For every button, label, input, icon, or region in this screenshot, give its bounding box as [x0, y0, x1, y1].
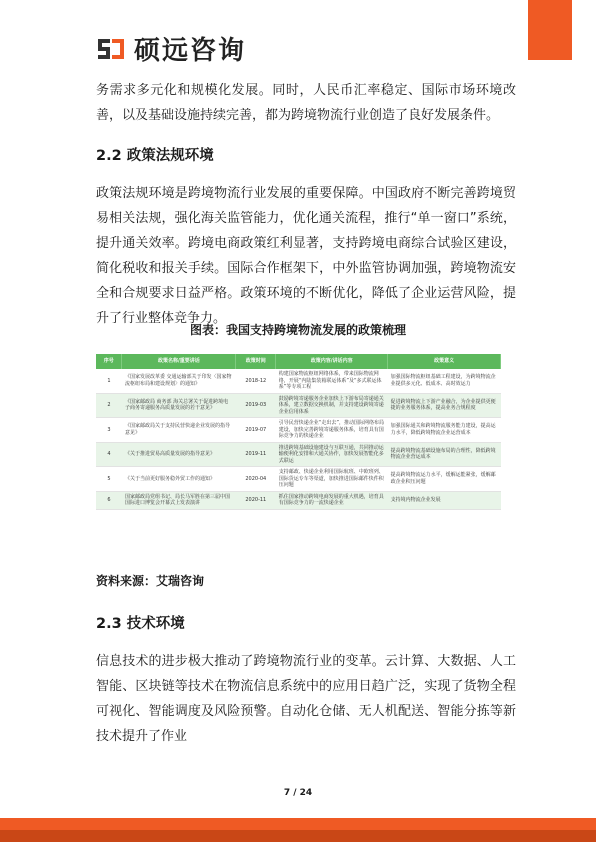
table-cell: 推进跨境基础设施建设与互联互通，共同推动运输便利化安排和大通关协作，加快发展智能化多式联运 [276, 442, 388, 467]
intro-paragraph: 务需求多元化和规模化发展。同时，人民币汇率稳定、国际市场环境改善，以及基础设施持续完善，都为跨境物流行业创造了良好发展条件。 [96, 83, 516, 123]
policy-table-header-row [96, 354, 501, 369]
header-cell: 政策时间 [236, 354, 276, 369]
table-cell: 《关于当前更好服务稳外贸工作的通知》 [122, 467, 236, 492]
section-2-2-heading: 2.2 政策法规环境 [96, 148, 214, 164]
table-row [96, 369, 501, 393]
company-logo-icon [96, 37, 126, 61]
table-cell: 4 [96, 442, 122, 467]
table-cell: 2019-11 [236, 442, 276, 467]
table-row [96, 442, 501, 467]
section-2-3-heading: 2.3 技术环境 [96, 616, 185, 632]
corner-accent-block [528, 0, 572, 60]
table-cell: 引导民营快递企业“走出去”，推动国际网络布局建设，加快完善跨境寄递服务体系，培育具有国际竞争力的快递企业 [276, 418, 388, 443]
table-cell: 加强国际通关和跨境物流服务能力建设，提高运力水平，降低跨境物流企业运营成本 [388, 418, 501, 443]
table-cell: 2020-11 [236, 491, 276, 509]
table-row [96, 418, 501, 443]
header-cell: 序号 [96, 354, 122, 369]
figure-caption: 图表：我国支持跨境物流发展的政策梳理 [189, 323, 406, 337]
table-cell: 支持境内物流企业发展 [388, 491, 501, 509]
table-cell: 促进跨境物流上下游产业融合，为企业提供更便捷的业务服务体系，提高业务合规程度 [388, 393, 501, 418]
header-cell: 政策内容/讲话内容 [276, 354, 388, 369]
header-cell: 政策意义 [388, 354, 501, 369]
table-row [96, 393, 501, 418]
table-cell: 提高跨境物流运力水平，缓解运能紧张，缓解邮政企业积压问题 [388, 467, 501, 492]
page-number: 7 / 24 [283, 788, 313, 798]
table-cell: 《国家发展改革委 交通运输部关于印发〈国家物流枢纽布局和建设规划〉的通知》 [122, 369, 236, 393]
table-row [96, 491, 501, 509]
company-logo [96, 30, 246, 67]
policy-table [96, 354, 501, 510]
table-cell: 2018-12 [236, 369, 276, 393]
table-cell: 2019-07 [236, 418, 276, 443]
table-cell: 1 [96, 369, 122, 393]
table-cell: 《国家邮政局 商务部 海关总署关于促进跨境电子商务寄递服务高质量发展的若干意见》 [122, 393, 236, 418]
logo-text: 硕远咨询 [134, 36, 247, 66]
source-note: 资料来源：艾瑞咨询 [96, 574, 205, 588]
table-cell: 国家邮政局党组书记、局长马军胜在第三届中国国际进口博览会开幕式上发表演讲 [122, 491, 236, 509]
footer-bar-shade [0, 830, 596, 842]
table-cell: 支持邮政、快递企业利用国际航班、中欧班列、国际货运专车等渠道，加快推进国际邮件快件积压问题 [276, 467, 388, 492]
table-cell: 提高跨境物流基础设施布局的合理性，降低跨境物流企业营运成本 [388, 442, 501, 467]
table-cell: 构建国家物流枢纽网络体系，带来国际物流网络，开展“内陆集装箱联运体系”及“多式联运体系”等专项工程 [276, 369, 388, 393]
table-cell: 抓住国家推动跨境电商发展的重大机遇，培育具有国际竞争力的一流快递企业 [276, 491, 388, 509]
table-cell: 《关于推进贸易高质量发展的指导意见》 [122, 442, 236, 467]
section-2-3-paragraph: 信息技术的进步极大推动了跨境物流行业的变革。云计算、大数据、人工智能、区块链等技术在物流信息系统中的应用日趋广泛，实现了货物全程可视化、智能调度及风险预警。自动化仓储、无人机配送、智能分拣等新技术提升了作业 [96, 654, 516, 744]
header-cell: 政策名称/重要讲话 [122, 354, 236, 369]
table-cell: 2019-03 [236, 393, 276, 418]
section-2-2-paragraph: 政策法规环境是跨境物流行业发展的重要保障。中国政府不断完善跨境贸易相关法规，强化海关监管能力，优化通关流程，推行“单一窗口”系统，提升通关效率。跨境电商政策红利显著，支持跨境电商综合试验区建设，简化税收和报关手续。国际合作框架下，中外监管协调加强，跨境物流安全和合规要求日益严格。政策环境的不断优化，降低了企业运营风险，提升了行业整体竞争力。 [96, 186, 516, 326]
table-cell: 2020-04 [236, 467, 276, 492]
table-cell: 3 [96, 418, 122, 443]
table-cell: 鼓励跨境寄递服务企业加快上下游布局寄递通关体系，建立数据交换机制，并支持建设跨境寄递企业信用体系 [276, 393, 388, 418]
table-row [96, 467, 501, 492]
table-cell: 2 [96, 393, 122, 418]
table-cell: 加强国际物流枢纽基础工程建设，为跨境物流企业提供多元化、低成本、高时效运力 [388, 369, 501, 393]
table-cell: 5 [96, 467, 122, 492]
table-cell: 《国家邮政局关于支持民营快递企业发展的指导意见》 [122, 418, 236, 443]
table-cell: 6 [96, 491, 122, 509]
